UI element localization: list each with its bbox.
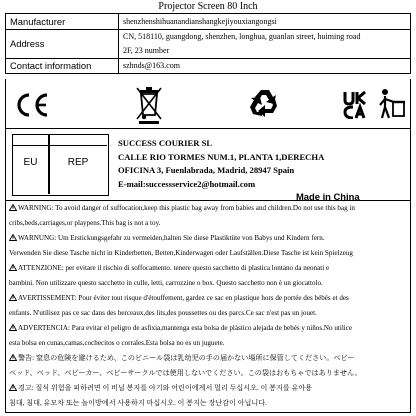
eu-rep-mark-line (13, 145, 107, 146)
warning-text: ATTENZIONE: per evitare il rischio di soffocamento. tenere questo sacchetto di plastica lontano da neonati e (18, 264, 330, 272)
warning-line (9, 279, 323, 287)
manufacturer-info-table (5, 13, 411, 74)
address-row (6, 30, 411, 59)
manufacturer-value: shenzhenshihuanandianshangkejiyouxiangongsi (119, 14, 411, 30)
address-label: Address (6, 30, 119, 59)
address-line-2: 2F, 23 number (123, 46, 170, 55)
warning-triangle-icon (9, 354, 17, 361)
warning-text: 경고: 질식 위험을 피하려면 이 비닐 봉지를 아기와 어린이에게서 멀리 두십시오. 이 봉지를 유아용 (18, 384, 313, 392)
warning-line (9, 324, 352, 332)
product-title: Projector Screen 80 Inch (158, 1, 258, 12)
warning-line (9, 339, 225, 347)
warning-text: WARNING: To avoid danger of suffocation,keep this plastic bag away from babies and children.Do not use this bag in (18, 204, 355, 212)
eu-text: EU (23, 157, 38, 168)
eu-rep-city: OFICINA 3, Fuenlabrada, Madrid, 28947 Spain (118, 165, 295, 175)
warning-line (9, 384, 312, 392)
warning-triangle-icon (9, 204, 17, 211)
warning-line (9, 219, 160, 227)
warning-text: ベッド、ベッド、ベビーカー、ベビーサークルでは使用しないでください。この袋はおもちゃではありません。 (9, 369, 362, 377)
warning-text: ADVERTENCIA: Para evitar el peligro de asfixia,mantenga esta bolsa de plástico alejada de bebés y niños.No utilice (18, 324, 353, 332)
warning-line (9, 234, 325, 242)
eu-rep-address (118, 137, 324, 191)
manufacturer-label: Manufacturer (6, 14, 119, 30)
ce-mark-icon (14, 92, 50, 118)
contact-row (6, 59, 411, 74)
address-value (119, 30, 411, 59)
warning-triangle-icon (9, 294, 17, 301)
warning-line (9, 354, 354, 362)
manufacturer-row (6, 14, 411, 30)
warning-triangle-icon (9, 234, 17, 241)
address-line-1: CN, 518110, guangdong, shenzhen, longhua, guanlan street, huiming road (123, 32, 361, 42)
warning-line (9, 249, 353, 257)
recycle-icon (247, 86, 283, 122)
warning-line (9, 309, 317, 317)
warning-text: AVERTISSEMENT: Pour éviter tout risque d'étouffement, gardez ce sac en plastique hors de portée des bébés et des (18, 294, 349, 302)
warning-triangle-icon (9, 264, 17, 271)
warning-text: bambini. Non utilizzare questo sacchetto in culle, letti, carrozzine o box. Questo sacchetto non è un giocattolo. (9, 279, 323, 287)
warning-text: 警告: 窒息の危険を避けるため、このビニール袋は乳幼児の手の届かない場所に保管してください。ベビー (18, 354, 355, 362)
warning-line (9, 369, 362, 377)
eu-rep-street: CALLE RIO TORMES NUM.1, PLANTA 1,DERECHA (118, 151, 325, 162)
rep-text: REP (67, 157, 89, 168)
warning-text: WARNUNG: Um Erstickungsgefahr zu vermeiden,halten Sie diese Plastiktüte von Babys und Kindern fern. (18, 234, 325, 242)
warning-line (9, 204, 355, 212)
made-in-china: Made in China (296, 191, 360, 202)
eu-rep-email: E-mail:successservice2@hotmail.com (118, 178, 256, 189)
eu-rep-company: SUCCESS COURIER SL (118, 138, 213, 148)
warnings-section (5, 201, 411, 413)
warning-line (9, 264, 329, 272)
warning-line (9, 399, 267, 407)
warning-triangle-icon (9, 384, 17, 391)
ukca-mark-icon (343, 91, 367, 119)
tidyman-icon (377, 88, 407, 122)
warning-text: esta bolsa en cunas,camas,cochecitos o corrales.Esta bolsa no es un juguete. (9, 339, 225, 347)
warning-text: 침대, 침대, 유모차 또는 놀이방에서 사용하지 마십시오. 이 봉지는 장난감이 아닙니다. (9, 399, 267, 407)
warning-line (9, 294, 349, 302)
warning-text: enfants. N'utilisez pas ce sac dans des berceaux,des lits,des poussettes ou des parcs.Ce sac n'est pas un jouet. (9, 309, 317, 317)
eu-rep-mark (12, 134, 109, 196)
warning-text: Verwenden Sie diese Tasche nicht in Kinderbetten, Betten,Kinderwagen oder Laufställen.Diese Tasche ist kein Spielzeug (9, 249, 353, 257)
wheelie-bin-crossed-icon (134, 84, 164, 124)
contact-label: Contact information (6, 59, 119, 74)
contact-value: szhnds@163.com (119, 59, 411, 74)
warning-text: cribs,beds,carriages,or playpens.This bag is not a toy. (9, 219, 161, 227)
warning-triangle-icon (9, 324, 17, 331)
